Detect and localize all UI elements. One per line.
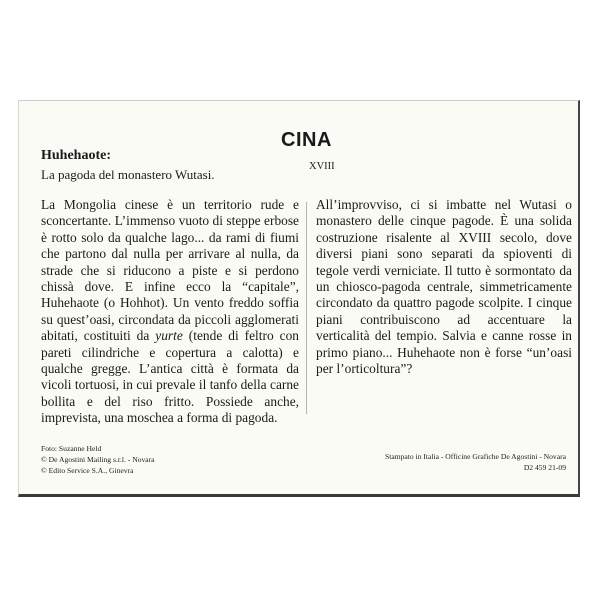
body-text-left-part1: La Mongolia cinese è un territorio rude e sconcertante. L’immenso vuoto di steppe erbose è rotto solo da qualche lago... da rami di fiumi che partono dal nulla per arrivare al nulla, da strade che si riducono a piste e si perdono chissà dove. E infine ecco la “capitale”, Huhehaote (o Hohhot). Un vento freddo soffia su quest’oasi, circondata da piccoli agglomerati abitati, costituiti da xyxy=(41,197,299,344)
body-text-right: All’improvviso, ci si imbatte nel Wutasi o monastero delle cinque pagode. È una solida costruzione risalente al XVIII secolo, dove diversi piani sono separati da spioventi di tegole verdi verniciate. Il tutto è sormontato da un chiosco-pagoda centrale, simmetricamente circondato da quattro pagode scolpite. I cinque piani contribuiscono ad accentuare la verticalità del tempio. Salvia e canne rosse in primo piano... Huhehaote non è forse “un’oasi per l’orticoltura”? xyxy=(316,197,572,377)
printer-line: Stampato in Italia - Officine Grafiche De Agostini - Novara xyxy=(385,452,566,461)
place-subtitle: La pagoda del monastero Wutasi. xyxy=(41,167,215,182)
catalog-code: D2 459 21-09 xyxy=(523,463,566,472)
place-heading: Huhehaote: xyxy=(41,148,111,163)
copyright-line-2: © Edito Service S.A., Ginevra xyxy=(41,466,134,475)
body-text-left xyxy=(41,197,299,427)
printer-info xyxy=(364,451,566,473)
body-text-left-italic: yurte xyxy=(155,328,183,344)
copyright-line-1: © De Agostini Mailing s.r.l. - Novara xyxy=(41,455,155,464)
body-text-left-part2: (tende di feltro con pareti cilindriche e copertura a calotta) e qualche gregge. L’antica città è formata da vicoli tortuosi, in cui prevale il tanfo della carne bollita e del riso fritto. Possiede anche, imprevista, una moschea a forma di pagoda. xyxy=(41,328,299,426)
postcard xyxy=(18,100,580,497)
card-title: CINA xyxy=(281,129,332,151)
credits xyxy=(41,443,155,476)
card-number: XVIII xyxy=(309,161,335,172)
photo-credit: Foto: Suzanne Held xyxy=(41,444,102,453)
column-divider xyxy=(306,202,307,414)
